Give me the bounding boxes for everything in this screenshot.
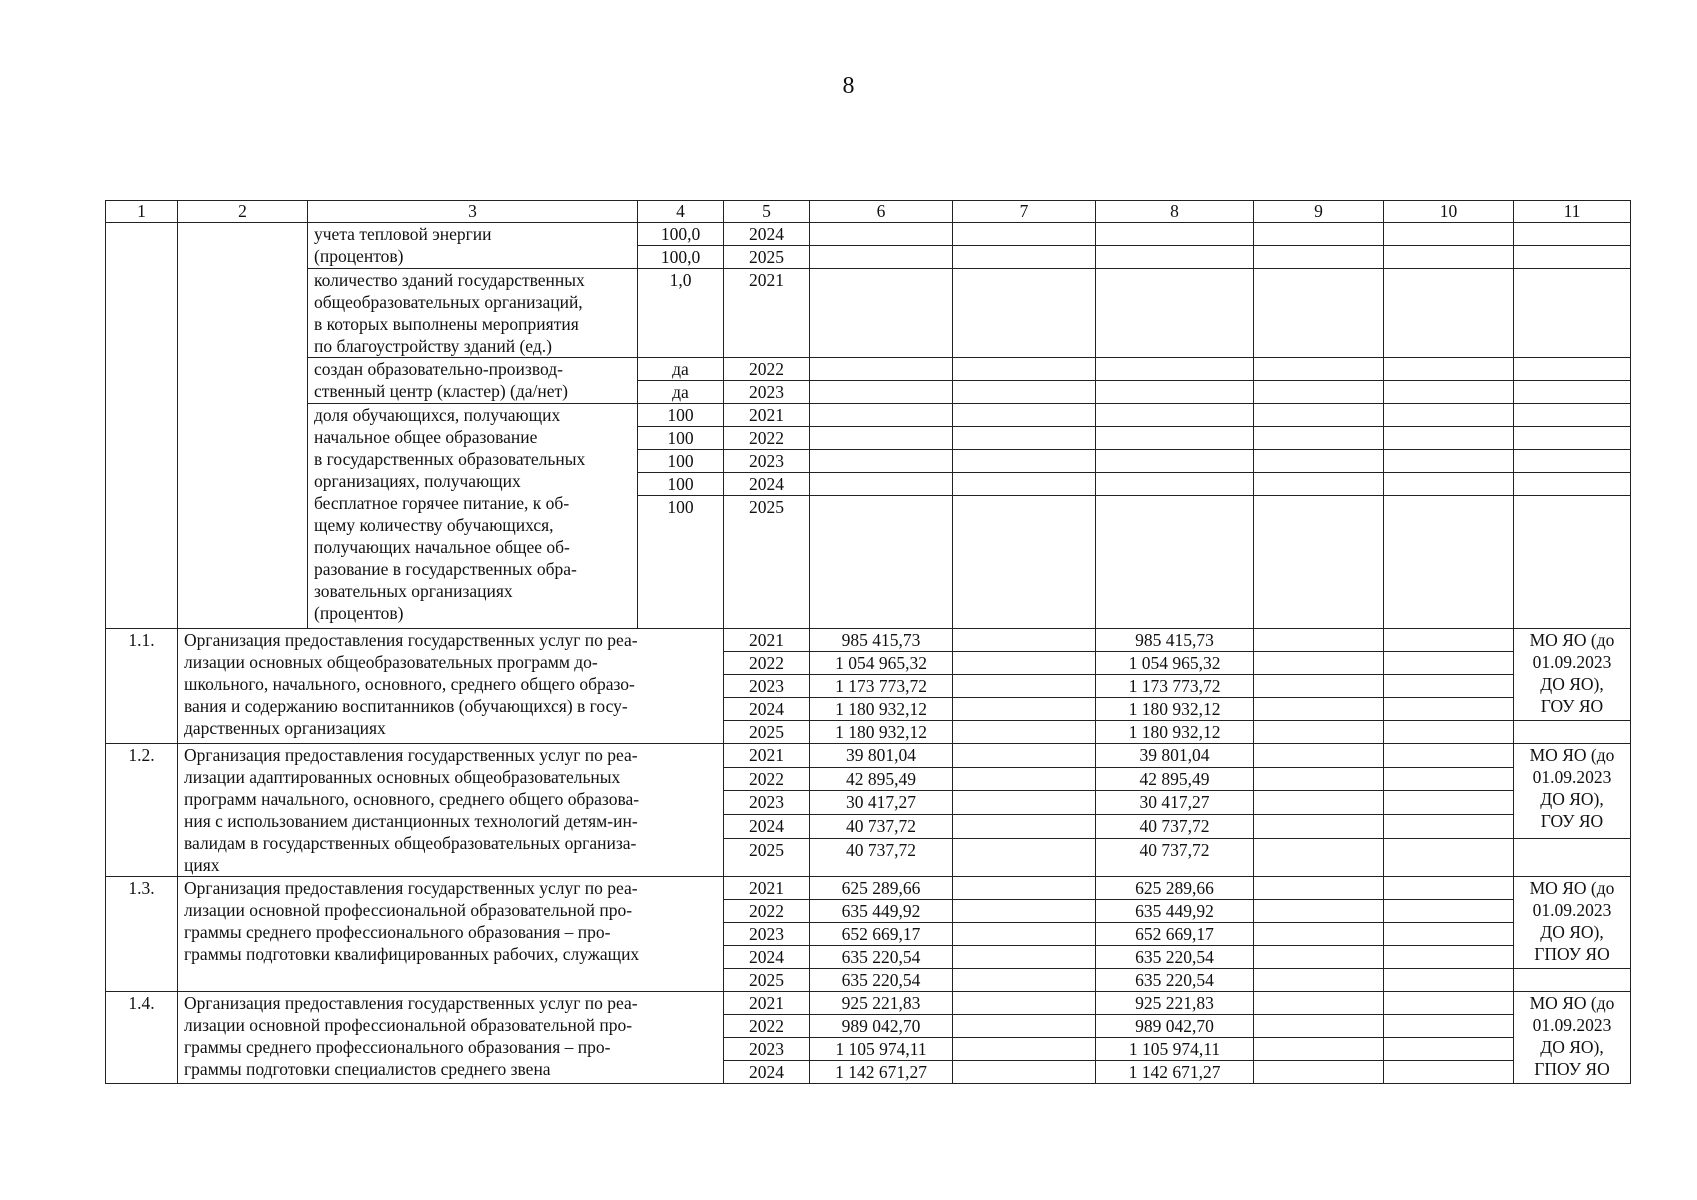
section-number: 1.3. [106, 877, 178, 992]
empty-cell [1384, 923, 1514, 946]
empty-cell [1096, 496, 1254, 629]
text-line: граммы подготовки квалифицированных рабочих, служащих [184, 944, 640, 964]
text-line: начальное общее образование [314, 427, 538, 447]
empty-cell [1384, 223, 1514, 246]
empty-cell [1254, 1061, 1384, 1084]
empty-cell [1514, 838, 1631, 876]
table-body [106, 201, 1631, 1084]
amount-total: 989 042,70 [810, 1015, 953, 1038]
executor [1514, 992, 1631, 1084]
year: 2025 [724, 721, 810, 744]
empty-cell [1514, 721, 1631, 744]
empty-cell [1384, 473, 1514, 496]
amount-total: 39 801,04 [810, 744, 953, 768]
empty-cell [1384, 1015, 1514, 1038]
empty-cell [953, 1015, 1096, 1038]
empty-cell [1254, 450, 1384, 473]
empty-cell [1254, 698, 1384, 721]
indicator-name [308, 358, 638, 404]
year: 2022 [724, 767, 810, 791]
empty-cell [810, 358, 953, 381]
text-line: Организация предоставления государственных услуг по реа- [184, 993, 638, 1013]
empty-cell [1514, 427, 1631, 450]
empty-cell [1254, 1015, 1384, 1038]
amount-regional: 925 221,83 [1096, 992, 1254, 1015]
text-line: разование в государственных обра- [314, 559, 577, 579]
empty-cell [1254, 629, 1384, 652]
amount-regional: 625 289,66 [1096, 877, 1254, 900]
amount-regional: 30 417,27 [1096, 791, 1254, 815]
text-line: ДО ЯО), [1540, 674, 1604, 694]
col-header: 1 [106, 201, 178, 223]
amount-total: 635 449,92 [810, 900, 953, 923]
empty-cell [953, 923, 1096, 946]
empty-cell [953, 246, 1096, 269]
empty-cell [1514, 496, 1631, 629]
year: 2024 [724, 815, 810, 839]
empty-cell [953, 629, 1096, 652]
indicator-value: 100 [638, 450, 724, 473]
empty-cell [953, 652, 1096, 675]
col-header: 5 [724, 201, 810, 223]
indicator-year: 2022 [724, 358, 810, 381]
empty-cell [1254, 838, 1384, 876]
empty-cell [1254, 358, 1384, 381]
empty-cell [1254, 473, 1384, 496]
empty-cell [1514, 404, 1631, 427]
year: 2023 [724, 675, 810, 698]
empty-cell [953, 381, 1096, 404]
empty-cell [1384, 404, 1514, 427]
funding-row [106, 629, 1631, 652]
text-line: ГОУ ЯО [1540, 696, 1604, 716]
text-line: дарственных организациях [184, 718, 386, 738]
text-line: лизации основных общеобразовательных программ до- [184, 652, 598, 672]
amount-regional: 652 669,17 [1096, 923, 1254, 946]
empty-cell [953, 496, 1096, 629]
year: 2021 [724, 629, 810, 652]
page-number: 8 [842, 73, 855, 99]
empty-cell [953, 767, 1096, 791]
empty-cell [953, 450, 1096, 473]
amount-total: 1 142 671,27 [810, 1061, 953, 1084]
text-line: в которых выполнены мероприятия [314, 314, 579, 334]
indicator-name [308, 404, 638, 629]
amount-total: 30 417,27 [810, 791, 953, 815]
empty-cell [810, 473, 953, 496]
empty-cell [953, 791, 1096, 815]
empty-cell [1096, 358, 1254, 381]
empty-cell [1096, 223, 1254, 246]
empty-cell [1254, 721, 1384, 744]
empty-cell [810, 381, 953, 404]
empty-cell [1384, 698, 1514, 721]
empty-cell [1384, 652, 1514, 675]
amount-total: 635 220,54 [810, 946, 953, 969]
text-line: бесплатное горячее питание, к об- [314, 493, 570, 513]
col-header: 2 [178, 201, 308, 223]
year: 2022 [724, 900, 810, 923]
text-line: ГПОУ ЯО [1534, 1059, 1610, 1079]
empty-cell [1254, 877, 1384, 900]
amount-total: 1 180 932,12 [810, 721, 953, 744]
indicator-value: 1,0 [638, 269, 724, 358]
empty-cell [1514, 223, 1631, 246]
col-header: 3 [308, 201, 638, 223]
year: 2024 [724, 698, 810, 721]
amount-total: 652 669,17 [810, 923, 953, 946]
text-line: Организация предоставления государственных услуг по реа- [184, 878, 638, 898]
year: 2022 [724, 652, 810, 675]
text-line: получающих начальное общее об- [314, 537, 570, 557]
funding-row [106, 877, 1631, 900]
text-line: доля обучающихся, получающих [314, 405, 561, 425]
empty-cell [1096, 473, 1254, 496]
amount-total: 40 737,72 [810, 838, 953, 876]
text-line: ГОУ ЯО [1540, 811, 1604, 831]
col-header: 6 [810, 201, 953, 223]
empty-cell [810, 450, 953, 473]
empty-cell [1384, 969, 1514, 992]
amount-total: 925 221,83 [810, 992, 953, 1015]
text-line: 01.09.2023 [1532, 900, 1612, 920]
amount-regional: 635 220,54 [1096, 969, 1254, 992]
empty-cell [953, 838, 1096, 876]
empty-cell [1384, 721, 1514, 744]
program-table [105, 200, 1631, 1084]
empty-cell [1096, 381, 1254, 404]
year: 2021 [724, 744, 810, 768]
indicator-value: да [638, 358, 724, 381]
text-line: ДО ЯО), [1540, 922, 1604, 942]
indicator-year: 2023 [724, 381, 810, 404]
empty-cell [953, 269, 1096, 358]
empty-cell [953, 675, 1096, 698]
executor [1514, 629, 1631, 721]
text-line: лизации основной профессиональной образовательной про- [184, 1015, 633, 1035]
empty-cell [810, 223, 953, 246]
empty-cell [1096, 404, 1254, 427]
amount-regional: 985 415,73 [1096, 629, 1254, 652]
empty-cell [1254, 404, 1384, 427]
amount-total: 1 180 932,12 [810, 698, 953, 721]
empty-cell [953, 721, 1096, 744]
empty-cell [1384, 767, 1514, 791]
empty-cell [1384, 877, 1514, 900]
col-header: 11 [1514, 201, 1631, 223]
empty-cell [1254, 767, 1384, 791]
empty-cell [1254, 946, 1384, 969]
year: 2023 [724, 1038, 810, 1061]
text-line: циях [184, 855, 220, 875]
empty-cell [1514, 246, 1631, 269]
amount-total: 635 220,54 [810, 969, 953, 992]
text-line: вания и содержанию воспитанников (обучающихся) в госу- [184, 696, 628, 716]
executor [1514, 744, 1631, 839]
year: 2022 [724, 1015, 810, 1038]
text-line: МО ЯО (до [1529, 993, 1615, 1013]
text-line: граммы среднего профессионального образования – про- [184, 922, 611, 942]
year: 2025 [724, 969, 810, 992]
text-line: школьного, начального, основного, среднего общего образо- [184, 674, 635, 694]
text-line: щему количеству обучающихся, [314, 515, 554, 535]
empty-cell [953, 946, 1096, 969]
text-line: ДО ЯО), [1540, 1037, 1604, 1057]
text-line: по благоустройству зданий (ед.) [314, 336, 552, 356]
text-line: зовательных организациях [314, 581, 513, 601]
empty-cell [1254, 223, 1384, 246]
empty-cell [953, 992, 1096, 1015]
empty-cell [1514, 473, 1631, 496]
amount-regional: 40 737,72 [1096, 815, 1254, 839]
year: 2023 [724, 923, 810, 946]
funding-row [106, 744, 1631, 768]
text-line: 01.09.2023 [1532, 652, 1612, 672]
text-line: количество зданий государственных [314, 270, 585, 290]
indicator-year: 2023 [724, 450, 810, 473]
empty-cell [953, 427, 1096, 450]
amount-total: 1 173 773,72 [810, 675, 953, 698]
indicator-year: 2025 [724, 496, 810, 629]
amount-total: 625 289,66 [810, 877, 953, 900]
indicator-year: 2021 [724, 404, 810, 427]
section-name [178, 877, 724, 992]
indicator-value: 100 [638, 496, 724, 629]
empty-cell [1254, 923, 1384, 946]
empty-cell [1254, 1038, 1384, 1061]
amount-total: 985 415,73 [810, 629, 953, 652]
indicator-row [106, 223, 1631, 246]
col-header: 7 [953, 201, 1096, 223]
section-name [178, 744, 724, 877]
executor [1514, 877, 1631, 969]
year: 2023 [724, 791, 810, 815]
empty-cell [1384, 427, 1514, 450]
amount-total: 40 737,72 [810, 815, 953, 839]
indicator-value: 100 [638, 404, 724, 427]
empty-cell [1254, 652, 1384, 675]
indicator-year: 2024 [724, 223, 810, 246]
text-line: МО ЯО (до [1529, 745, 1615, 765]
amount-regional: 635 220,54 [1096, 946, 1254, 969]
indicator-name [308, 269, 638, 358]
empty-cell [953, 969, 1096, 992]
empty-cell [1384, 1038, 1514, 1061]
indicator-row [106, 358, 1631, 381]
amount-regional: 635 449,92 [1096, 900, 1254, 923]
indicator-value: 100 [638, 427, 724, 450]
empty-cell [178, 223, 308, 629]
indicator-value: 100 [638, 473, 724, 496]
amount-total: 1 105 974,11 [810, 1038, 953, 1061]
empty-cell [1514, 450, 1631, 473]
section-number: 1.4. [106, 992, 178, 1084]
text-line: лизации основной профессиональной образовательной про- [184, 900, 633, 920]
indicator-name [308, 223, 638, 269]
section-number: 1.2. [106, 744, 178, 877]
text-line: программ начального, основного, среднего общего образова- [184, 789, 640, 809]
empty-cell [1096, 269, 1254, 358]
empty-cell [1096, 427, 1254, 450]
amount-total: 42 895,49 [810, 767, 953, 791]
year: 2024 [724, 946, 810, 969]
col-header: 10 [1384, 201, 1514, 223]
empty-cell [953, 1061, 1096, 1084]
empty-cell [953, 744, 1096, 768]
empty-cell [953, 358, 1096, 381]
empty-cell [106, 223, 178, 629]
empty-cell [953, 877, 1096, 900]
text-line: создан образовательно-производ- [314, 359, 563, 379]
empty-cell [1384, 1061, 1514, 1084]
empty-cell [1254, 992, 1384, 1015]
section-number: 1.1. [106, 629, 178, 744]
empty-cell [1384, 246, 1514, 269]
empty-cell [953, 473, 1096, 496]
year: 2021 [724, 992, 810, 1015]
text-line: 01.09.2023 [1532, 767, 1612, 787]
indicator-row [106, 269, 1631, 358]
empty-cell [953, 815, 1096, 839]
amount-regional: 1 173 773,72 [1096, 675, 1254, 698]
text-line: Организация предоставления государственных услуг по реа- [184, 630, 638, 650]
empty-cell [810, 427, 953, 450]
amount-total: 1 054 965,32 [810, 652, 953, 675]
indicator-row [106, 404, 1631, 427]
empty-cell [810, 496, 953, 629]
empty-cell [1254, 744, 1384, 768]
section-name [178, 629, 724, 744]
amount-regional: 1 180 932,12 [1096, 721, 1254, 744]
empty-cell [1384, 791, 1514, 815]
empty-cell [1096, 246, 1254, 269]
funding-row [106, 992, 1631, 1015]
text-line: (процентов) [314, 246, 404, 266]
col-header: 8 [1096, 201, 1254, 223]
empty-cell [953, 404, 1096, 427]
col-header: 9 [1254, 201, 1384, 223]
empty-cell [1096, 450, 1254, 473]
empty-cell [1384, 992, 1514, 1015]
amount-regional: 1 142 671,27 [1096, 1061, 1254, 1084]
section-name [178, 992, 724, 1084]
empty-cell [1254, 791, 1384, 815]
text-line: в государственных образовательных [314, 449, 586, 469]
empty-cell [953, 900, 1096, 923]
text-line: 01.09.2023 [1532, 1015, 1612, 1035]
empty-cell [1384, 744, 1514, 768]
text-line: граммы среднего профессионального образования – про- [184, 1037, 611, 1057]
empty-cell [1254, 675, 1384, 698]
empty-cell [1254, 381, 1384, 404]
amount-regional: 1 105 974,11 [1096, 1038, 1254, 1061]
indicator-year: 2025 [724, 246, 810, 269]
empty-cell [810, 246, 953, 269]
empty-cell [1384, 450, 1514, 473]
empty-cell [953, 698, 1096, 721]
empty-cell [1514, 969, 1631, 992]
empty-cell [1384, 358, 1514, 381]
empty-cell [1514, 269, 1631, 358]
empty-cell [1254, 246, 1384, 269]
amount-regional: 39 801,04 [1096, 744, 1254, 768]
text-line: общеобразовательных организаций, [314, 292, 583, 312]
empty-cell [1384, 496, 1514, 629]
empty-cell [810, 404, 953, 427]
text-line: (процентов) [314, 603, 404, 623]
text-line: Организация предоставления государственных услуг по реа- [184, 745, 638, 765]
col-header: 4 [638, 201, 724, 223]
text-line: МО ЯО (до [1529, 630, 1615, 650]
indicator-value: 100,0 [638, 223, 724, 246]
indicator-year: 2021 [724, 269, 810, 358]
empty-cell [1384, 381, 1514, 404]
amount-regional: 40 737,72 [1096, 838, 1254, 876]
indicator-value: да [638, 381, 724, 404]
indicator-year: 2024 [724, 473, 810, 496]
empty-cell [1384, 675, 1514, 698]
empty-cell [1254, 427, 1384, 450]
text-line: лизации адаптированных основных общеобразовательных [184, 767, 621, 787]
year: 2025 [724, 838, 810, 876]
empty-cell [1254, 496, 1384, 629]
empty-cell [810, 269, 953, 358]
empty-cell [1254, 900, 1384, 923]
text-line: организациях, получающих [314, 471, 521, 491]
empty-cell [1384, 269, 1514, 358]
empty-cell [1384, 900, 1514, 923]
empty-cell [1384, 629, 1514, 652]
text-line: МО ЯО (до [1529, 878, 1615, 898]
empty-cell [1384, 838, 1514, 876]
empty-cell [953, 1038, 1096, 1061]
amount-regional: 42 895,49 [1096, 767, 1254, 791]
text-line: граммы подготовки специалистов среднего звена [184, 1059, 551, 1079]
year: 2021 [724, 877, 810, 900]
column-number-row [106, 201, 1631, 223]
empty-cell [1254, 815, 1384, 839]
empty-cell [1514, 381, 1631, 404]
empty-cell [1254, 969, 1384, 992]
empty-cell [1514, 358, 1631, 381]
text-line: учета тепловой энергии [314, 224, 492, 244]
year: 2024 [724, 1061, 810, 1084]
empty-cell [1384, 946, 1514, 969]
indicator-value: 100,0 [638, 246, 724, 269]
amount-regional: 1 180 932,12 [1096, 698, 1254, 721]
empty-cell [1254, 269, 1384, 358]
amount-regional: 1 054 965,32 [1096, 652, 1254, 675]
text-line: ГПОУ ЯО [1534, 944, 1610, 964]
text-line: ния с использованием дистанционных технологий детям-ин- [184, 811, 638, 831]
empty-cell [1384, 815, 1514, 839]
text-line: ственный центр (кластер) (да/нет) [314, 381, 568, 401]
text-line: ДО ЯО), [1540, 789, 1604, 809]
text-line: валидам в государственных общеобразовательных организа- [184, 833, 637, 853]
amount-regional: 989 042,70 [1096, 1015, 1254, 1038]
empty-cell [953, 223, 1096, 246]
indicator-year: 2022 [724, 427, 810, 450]
